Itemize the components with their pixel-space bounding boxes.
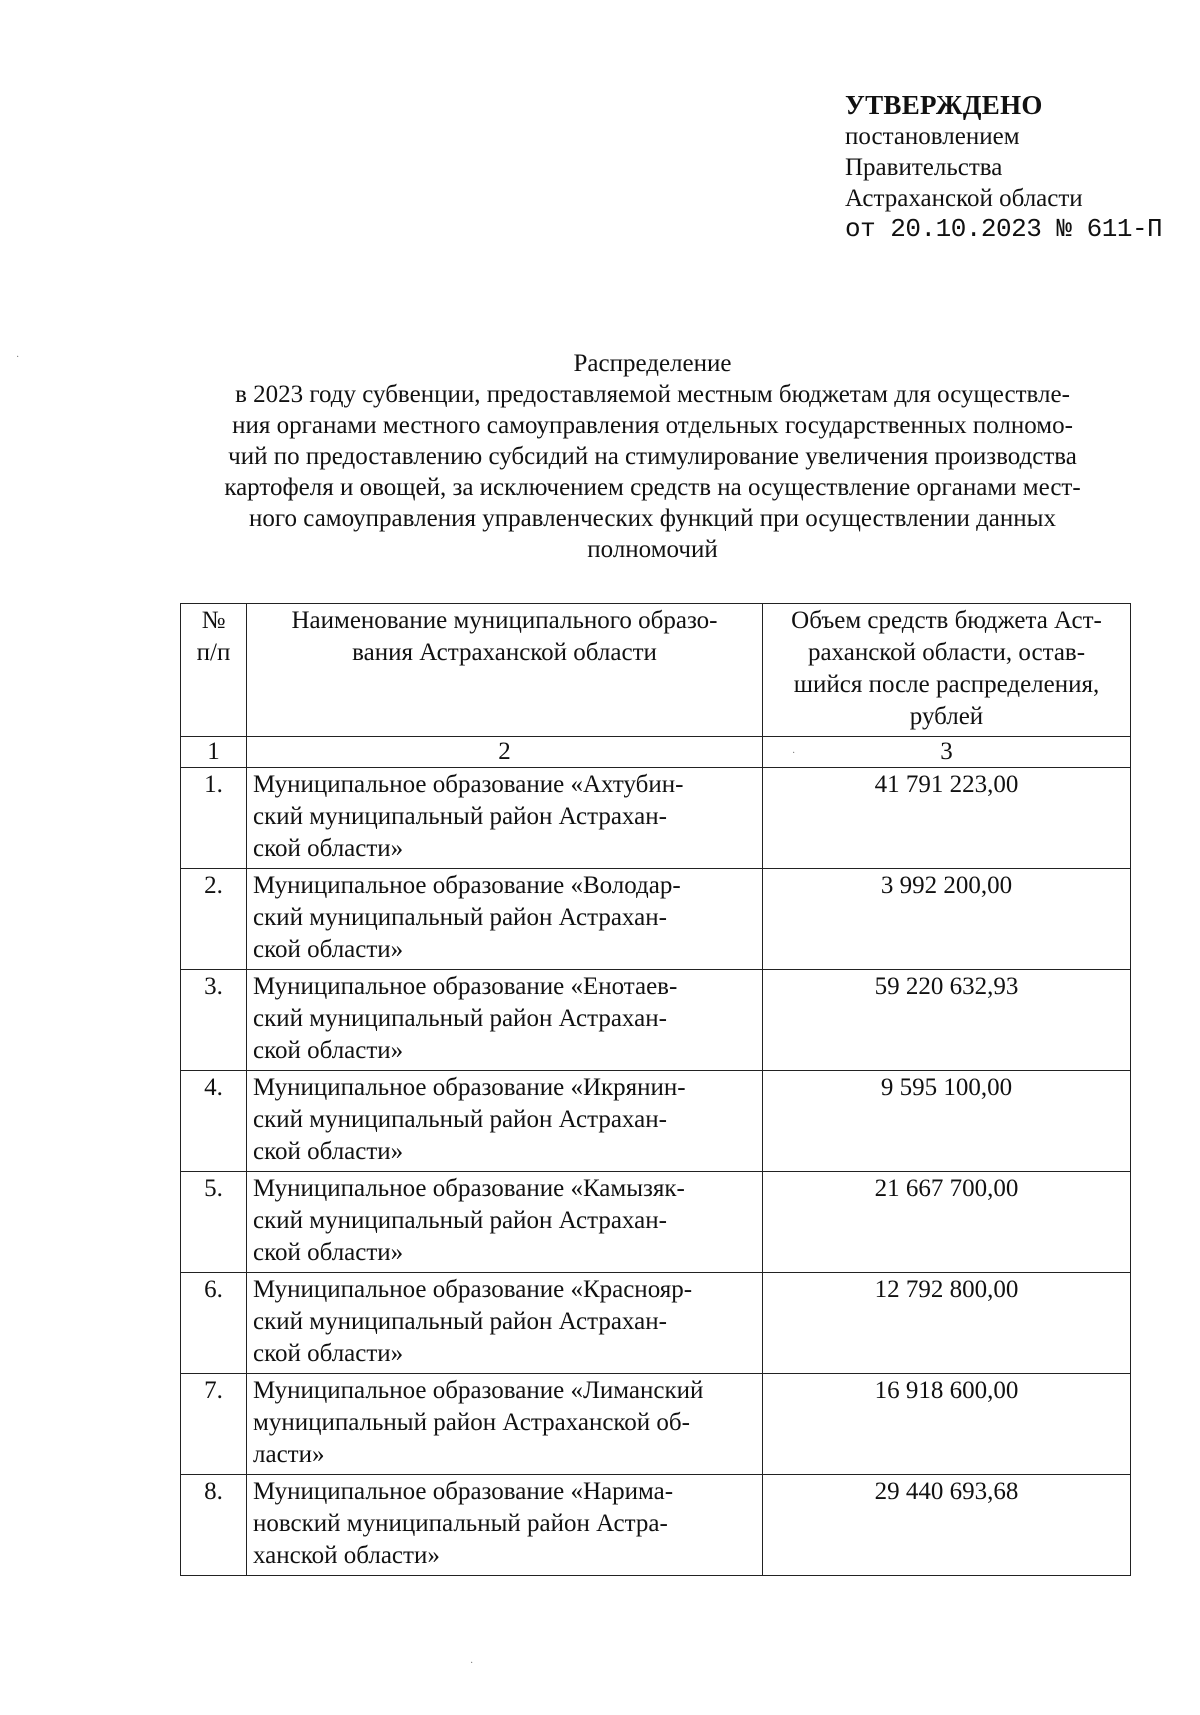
row-name-line: ской области»: [253, 936, 404, 963]
row-name: [247, 1475, 763, 1576]
header-name-line: вания Астраханской области: [352, 639, 657, 666]
header-num-line: №: [201, 607, 226, 634]
column-index: 1: [181, 737, 247, 768]
heading-line-2: ния органами местного самоуправления отдельных государственных полномо-: [232, 412, 1073, 439]
scan-speck: ·: [16, 352, 20, 363]
header-name-line: Наименование муниципального образо-: [291, 607, 718, 634]
heading-line-6: полномочий: [587, 536, 718, 563]
row-name-line: Муниципальное образование «Нарима-: [253, 1478, 674, 1505]
table-header-row: [181, 604, 1131, 737]
row-name: [247, 1374, 763, 1475]
table-row: [181, 1273, 1131, 1374]
column-index: 3: [763, 737, 1131, 768]
row-name-line: ской области»: [253, 1037, 404, 1064]
row-name-line: новский муниципальный район Астра-: [253, 1510, 668, 1537]
approval-title: УТВЕРЖДЕНО: [845, 90, 1043, 120]
table-row: [181, 1475, 1131, 1576]
row-name-line: ский муниципальный район Астрахан-: [253, 1005, 667, 1032]
row-number: 2.: [181, 869, 247, 970]
table-row: [181, 970, 1131, 1071]
row-name-line: Муниципальное образование «Ахтубин-: [253, 771, 684, 798]
row-number: 1.: [181, 768, 247, 869]
table-row: [181, 768, 1131, 869]
row-name-line: Муниципальное образование «Краснояр-: [253, 1276, 693, 1303]
heading-line-3: чий по предоставлению субсидий на стимулирование увеличения производства: [228, 443, 1077, 470]
row-name: [247, 1071, 763, 1172]
table-row: [181, 1374, 1131, 1475]
header-volume: [763, 604, 1131, 737]
approval-line-1: постановлением: [845, 123, 1020, 150]
row-name-line: муниципальный район Астраханской об-: [253, 1409, 690, 1436]
row-number: 3.: [181, 970, 247, 1071]
row-name-line: Муниципальное образование «Икрянин-: [253, 1074, 686, 1101]
table-row: [181, 869, 1131, 970]
row-name-line: Муниципальное образование «Володар-: [253, 872, 681, 899]
row-volume: 16 918 600,00: [763, 1374, 1131, 1475]
row-name-line: Муниципальное образование «Лиманский: [253, 1377, 704, 1404]
row-name-line: ской области»: [253, 835, 404, 862]
row-name-line: ский муниципальный район Астрахан-: [253, 1308, 667, 1335]
row-number: 6.: [181, 1273, 247, 1374]
scan-speck: ·: [792, 748, 796, 759]
row-name-line: ский муниципальный район Астрахан-: [253, 1106, 667, 1133]
table-row: [181, 1071, 1131, 1172]
row-name: [247, 768, 763, 869]
header-name: [247, 604, 763, 737]
table-row: [181, 1172, 1131, 1273]
heading-line-4: картофеля и овощей, за исключением средств на осуществление органами мест-: [224, 474, 1081, 501]
approval-line-3: Астраханской области: [845, 185, 1083, 212]
row-volume: 3 992 200,00: [763, 869, 1131, 970]
row-name: [247, 1172, 763, 1273]
column-index: 2: [247, 737, 763, 768]
row-name-line: ской области»: [253, 1239, 404, 1266]
approval-date-number: от 20.10.2023 № 611-П: [845, 214, 1163, 244]
row-name-line: ласти»: [253, 1441, 325, 1468]
row-volume: 41 791 223,00: [763, 768, 1131, 869]
row-number: 8.: [181, 1475, 247, 1576]
row-name-line: ской области»: [253, 1138, 404, 1165]
row-number: 7.: [181, 1374, 247, 1475]
row-volume: 21 667 700,00: [763, 1172, 1131, 1273]
row-name: [247, 1273, 763, 1374]
row-name-line: ской области»: [253, 1340, 404, 1367]
header-volume-line: шийся после распределения,: [793, 671, 1100, 698]
heading-title: Распределение: [573, 350, 732, 377]
row-name-line: Муниципальное образование «Енотаев-: [253, 973, 678, 1000]
row-name: [247, 970, 763, 1071]
row-volume: 59 220 632,93: [763, 970, 1131, 1071]
header-volume-line: Объем средств бюджета Аст-: [791, 607, 1102, 634]
row-number: 5.: [181, 1172, 247, 1273]
row-name-line: ханской области»: [253, 1542, 440, 1569]
row-volume: 12 792 800,00: [763, 1273, 1131, 1374]
header-volume-line: рублей: [909, 703, 984, 730]
row-name-line: ский муниципальный район Астрахан-: [253, 904, 667, 931]
document-heading: [185, 348, 1120, 565]
distribution-table: [180, 603, 1131, 1576]
heading-line-1: в 2023 году субвенции, предоставляемой местным бюджетам для осуществле-: [235, 381, 1070, 408]
column-index-row: [181, 737, 1131, 768]
approval-line-2: Правительства: [845, 154, 1003, 181]
row-name: [247, 869, 763, 970]
header-num-line: п/п: [196, 639, 231, 666]
row-name-line: Муниципальное образование «Камызяк-: [253, 1175, 685, 1202]
header-num: [181, 604, 247, 737]
row-name-line: ский муниципальный район Астрахан-: [253, 1207, 667, 1234]
approval-block: [845, 90, 1162, 245]
row-number: 4.: [181, 1071, 247, 1172]
row-name-line: ский муниципальный район Астрахан-: [253, 803, 667, 830]
header-volume-line: раханской области, остав-: [807, 639, 1086, 666]
heading-line-5: ного самоуправления управленческих функций при осуществлении данных: [249, 505, 1056, 532]
row-volume: 29 440 693,68: [763, 1475, 1131, 1576]
scan-speck: ·: [470, 1658, 474, 1669]
row-volume: 9 595 100,00: [763, 1071, 1131, 1172]
